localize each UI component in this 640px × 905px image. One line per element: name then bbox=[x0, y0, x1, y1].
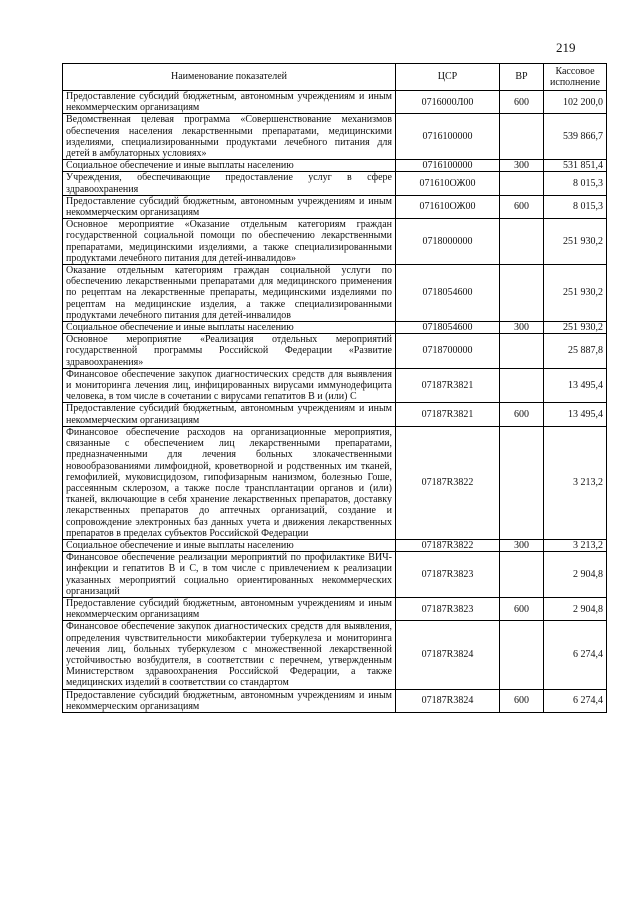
table-row bbox=[63, 195, 607, 218]
cell-sum: 8 015,3 bbox=[544, 172, 607, 195]
cell-csr: 0716100000 bbox=[396, 114, 500, 160]
table-row bbox=[63, 689, 607, 712]
cell-sum: 3 213,2 bbox=[544, 426, 607, 539]
cell-csr: 07187R3823 bbox=[396, 597, 500, 620]
cell-sum: 3 213,2 bbox=[544, 539, 607, 551]
cell-name: Предоставление субсидий бюджетным, автономным учреждениям и иным некоммерческим организациям bbox=[63, 91, 396, 114]
cell-vr: 300 bbox=[500, 322, 544, 334]
cell-sum: 251 930,2 bbox=[544, 265, 607, 322]
cell-name: Финансовое обеспечение закупок диагностических средств для выявления, определения чувствительности микобактерии туберкулеза и мониторинга лечения лиц, больных туберкулезом с множественной лекарственной устойчивостью возбудителя, в соответствии с перечнем, утвержденным Министерством здравоохранения Российской Федерации, а также медицинских изделий в соответствии со стандартом bbox=[63, 621, 396, 689]
cell-sum: 251 930,2 bbox=[544, 322, 607, 334]
cell-csr: 0716100000 bbox=[396, 160, 500, 172]
cell-name: Оказание отдельным категориям граждан социальной услуги по обеспечению лекарственными препаратами для медицинского применения по рецептам на лекарственные препараты, медицинскими изделиями по рецептам на медицинские изделия, а также специализированными продуктами лечебного питания для детей-инвалидов bbox=[63, 265, 396, 322]
cell-csr: 071610ОЖ00 bbox=[396, 172, 500, 195]
header-csr: ЦСР bbox=[396, 64, 500, 91]
cell-name: Предоставление субсидий бюджетным, автономным учреждениям и иным некоммерческим организациям bbox=[63, 597, 396, 620]
cell-sum: 13 495,4 bbox=[544, 403, 607, 426]
cell-vr bbox=[500, 219, 544, 265]
header-name: Наименование показателей bbox=[63, 64, 396, 91]
cell-sum: 102 200,0 bbox=[544, 91, 607, 114]
cell-name: Предоставление субсидий бюджетным, автономным учреждениям и иным некоммерческим организациям bbox=[63, 195, 396, 218]
cell-csr: 071610ОЖ00 bbox=[396, 195, 500, 218]
table-row bbox=[63, 403, 607, 426]
cell-csr: 0716000Л00 bbox=[396, 91, 500, 114]
cell-csr: 07187R3822 bbox=[396, 539, 500, 551]
cell-name: Предоставление субсидий бюджетным, автономным учреждениям и иным некоммерческим организациям bbox=[63, 403, 396, 426]
cell-name: Финансовое обеспечение расходов на организационные мероприятия, связанные с обеспечением лиц лекарственными препаратами, предназначенными для лечения больных злокачественными новообразованиями лимфоидной, кроветворной и родственных им тканей, гемофилией, муковисцидозом, гипофизарным нанизмом, болезнью Гоше, рассеянным склерозом, а также после трансплантации органов и (или) тканей, включающие в себя хранение лекарственных препаратов, доставку лекарственных препаратов до аптечных организаций, создание и сопровождение электронных баз данных учета и движения лекарственных препаратов в пределах субъектов Российской Федерации bbox=[63, 426, 396, 539]
cell-vr: 300 bbox=[500, 160, 544, 172]
table-header-row bbox=[63, 64, 607, 91]
table-row bbox=[63, 172, 607, 195]
cell-sum: 6 274,4 bbox=[544, 689, 607, 712]
cell-name: Финансовое обеспечение реализации мероприятий по профилактике ВИЧ-инфекции и гепатитов В и С, в том числе с привлечением к реализации указанных мероприятий социально ориентированных некоммерческих организаций bbox=[63, 552, 396, 598]
cell-name: Основное мероприятие «Оказание отдельным категориям граждан государственной социальной помощи по обеспечению лекарственными препаратами, медицинскими изделиями, а также специализированными продуктами лечебного питания для детей-инвалидов» bbox=[63, 219, 396, 265]
cell-csr: 07187R3821 bbox=[396, 368, 500, 403]
cell-csr: 07187R3823 bbox=[396, 552, 500, 598]
cell-vr: 600 bbox=[500, 403, 544, 426]
cell-csr: 07187R3822 bbox=[396, 426, 500, 539]
table-row bbox=[63, 322, 607, 334]
cell-name: Основное мероприятие «Реализация отдельных мероприятий государственной программы Российской Федерации «Развитие здравоохранения» bbox=[63, 334, 396, 369]
cell-sum: 2 904,8 bbox=[544, 552, 607, 598]
table-row bbox=[63, 91, 607, 114]
budget-execution-table bbox=[62, 63, 607, 713]
cell-vr: 600 bbox=[500, 195, 544, 218]
cell-name: Социальное обеспечение и иные выплаты населению bbox=[63, 539, 396, 551]
cell-name: Социальное обеспечение и иные выплаты населению bbox=[63, 322, 396, 334]
cell-csr: 0718054600 bbox=[396, 322, 500, 334]
table-row bbox=[63, 368, 607, 403]
cell-sum: 531 851,4 bbox=[544, 160, 607, 172]
cell-csr: 07187R3824 bbox=[396, 689, 500, 712]
cell-csr: 07187R3824 bbox=[396, 621, 500, 689]
cell-csr: 0718700000 bbox=[396, 334, 500, 369]
cell-sum: 13 495,4 bbox=[544, 368, 607, 403]
cell-csr: 0718000000 bbox=[396, 219, 500, 265]
cell-csr: 07187R3821 bbox=[396, 403, 500, 426]
cell-sum: 6 274,4 bbox=[544, 621, 607, 689]
table-row bbox=[63, 597, 607, 620]
cell-name: Социальное обеспечение и иные выплаты населению bbox=[63, 160, 396, 172]
cell-vr bbox=[500, 265, 544, 322]
cell-name: Предоставление субсидий бюджетным, автономным учреждениям и иным некоммерческим организациям bbox=[63, 689, 396, 712]
page-number: 219 bbox=[556, 40, 576, 55]
table-row bbox=[63, 160, 607, 172]
cell-sum: 251 930,2 bbox=[544, 219, 607, 265]
cell-vr bbox=[500, 426, 544, 539]
table-row bbox=[63, 334, 607, 369]
cell-vr bbox=[500, 172, 544, 195]
table-row bbox=[63, 426, 607, 539]
cell-vr: 600 bbox=[500, 689, 544, 712]
cell-vr bbox=[500, 552, 544, 598]
cell-name: Финансовое обеспечение закупок диагностических средств для выявления и мониторинга лечения лиц, инфицированных вирусами иммунодефицита человека, в том числе в сочетании с вирусами гепатитов В и (или) С bbox=[63, 368, 396, 403]
cell-vr bbox=[500, 334, 544, 369]
table-row bbox=[63, 552, 607, 598]
cell-sum: 25 887,8 bbox=[544, 334, 607, 369]
cell-vr bbox=[500, 621, 544, 689]
cell-vr: 600 bbox=[500, 91, 544, 114]
table-row bbox=[63, 219, 607, 265]
cell-name: Учреждения, обеспечивающие предоставление услуг в сфере здравоохранения bbox=[63, 172, 396, 195]
cell-vr: 600 bbox=[500, 597, 544, 620]
cell-sum: 539 866,7 bbox=[544, 114, 607, 160]
table-row bbox=[63, 114, 607, 160]
header-sum: Кассовое исполнение bbox=[544, 64, 607, 91]
cell-vr: 300 bbox=[500, 539, 544, 551]
cell-vr bbox=[500, 114, 544, 160]
header-vr: ВР bbox=[500, 64, 544, 91]
cell-csr: 0718054600 bbox=[396, 265, 500, 322]
table-row bbox=[63, 265, 607, 322]
cell-vr bbox=[500, 368, 544, 403]
cell-name: Ведомственная целевая программа «Совершенствование механизмов обеспечения населения лекарственными препаратами, медицинскими изделиями, специализированными продуктами лечебного питания для детей в амбулаторных условиях» bbox=[63, 114, 396, 160]
cell-sum: 2 904,8 bbox=[544, 597, 607, 620]
table-row bbox=[63, 621, 607, 689]
table-row bbox=[63, 539, 607, 551]
cell-sum: 8 015,3 bbox=[544, 195, 607, 218]
